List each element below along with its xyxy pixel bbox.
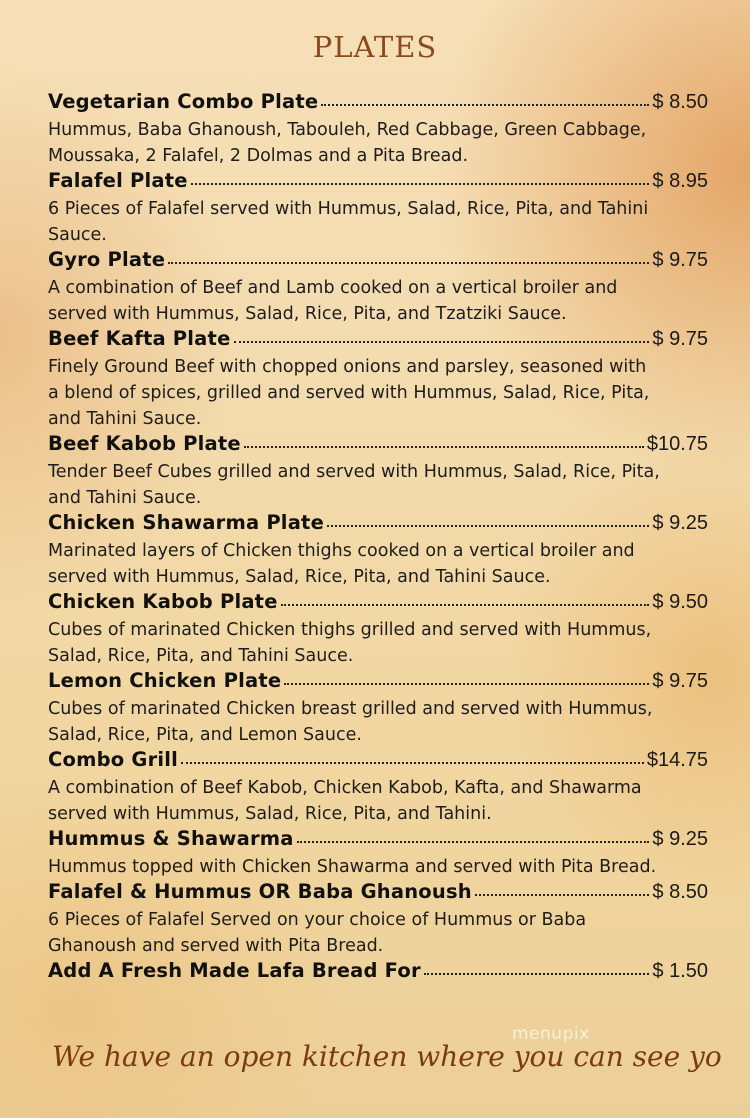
- dot-leader: [284, 667, 649, 685]
- item-name: Falafel Plate: [48, 169, 188, 192]
- item-price: $10.75: [646, 433, 708, 455]
- menu-item-header: [48, 959, 708, 986]
- menu-item: [48, 669, 708, 748]
- page-title: PLATES: [312, 30, 438, 64]
- item-description: A combination of Beef and Lamb cooked on a vertical broiler and served with Hummus, Salad, Rice, Pita, and Tzatziki Sauce.: [48, 278, 618, 324]
- menu-item-header: [48, 90, 708, 117]
- menu-item: [48, 827, 708, 880]
- menu-item: [48, 511, 708, 590]
- watermark-text: menupix: [512, 1024, 590, 1044]
- item-price: $ 8.50: [652, 91, 708, 113]
- item-name: Lemon Chicken Plate: [48, 669, 282, 692]
- menu-item-header: [48, 669, 708, 696]
- item-name: Chicken Kabob Plate: [48, 590, 278, 613]
- menu-item-header: [48, 748, 708, 775]
- dot-leader: [181, 746, 644, 764]
- item-name: Add A Fresh Made Lafa Bread For: [48, 959, 421, 982]
- menu-item: [48, 748, 708, 827]
- dot-leader: [321, 88, 649, 106]
- dot-leader: [191, 167, 650, 185]
- menu-item: [48, 327, 708, 432]
- menu-item-header: [48, 248, 708, 275]
- item-description: Hummus, Baba Ghanoush, Tabouleh, Red Cabbage, Green Cabbage, Moussaka, 2 Falafel, 2 Dolmas and a Pita Bread.: [48, 120, 647, 166]
- menu-item-header: [48, 590, 708, 617]
- footer-tagline: We have an open kitchen where you can see yo: [52, 1040, 722, 1073]
- dot-leader: [234, 325, 650, 343]
- dot-leader: [327, 509, 649, 527]
- dot-leader: [168, 246, 649, 264]
- item-description: Cubes of marinated Chicken breast grilled and served with Hummus, Salad, Rice, Pita, and Lemon Sauce.: [48, 699, 653, 745]
- item-price: $14.75: [646, 749, 708, 771]
- item-description: A combination of Beef Kabob, Chicken Kabob, Kafta, and Shawarma served with Hummus, Salad, Rice, Pita, and Tahini.: [48, 778, 642, 824]
- menu-item-header: [48, 169, 708, 196]
- menu-list: [48, 90, 708, 986]
- menu-item: [48, 880, 708, 959]
- item-price: $ 8.95: [652, 170, 708, 192]
- item-name: Gyro Plate: [48, 248, 166, 271]
- menu-item: [48, 90, 708, 169]
- item-name: Combo Grill: [48, 748, 179, 771]
- item-price: $ 1.50: [652, 960, 708, 982]
- item-price: $ 8.50: [652, 881, 708, 903]
- menu-item: [48, 959, 708, 986]
- item-name: Beef Kafta Plate: [48, 327, 231, 350]
- item-name: Beef Kabob Plate: [48, 432, 241, 455]
- dot-leader: [281, 588, 650, 606]
- item-description: Cubes of marinated Chicken thighs grilled and served with Hummus, Salad, Rice, Pita, and Tahini Sauce.: [48, 620, 652, 666]
- item-name: Vegetarian Combo Plate: [48, 90, 319, 113]
- dot-leader: [244, 430, 644, 448]
- dot-leader: [297, 825, 650, 843]
- item-description: 6 Pieces of Falafel Served on your choice of Hummus or Baba Ghanoush and served with Pita Bread.: [48, 910, 587, 956]
- item-name: Hummus & Shawarma: [48, 827, 294, 850]
- item-name: Chicken Shawarma Plate: [48, 511, 325, 534]
- menu-item-header: [48, 327, 708, 354]
- menu-item: [48, 432, 708, 511]
- item-description: 6 Pieces of Falafel served with Hummus, Salad, Rice, Pita, and Tahini Sauce.: [48, 199, 649, 245]
- item-name: Falafel & Hummus OR Baba Ghanoush: [48, 880, 472, 903]
- menu-item: [48, 248, 708, 327]
- menu-item: [48, 169, 708, 248]
- item-price: $ 9.25: [652, 828, 708, 850]
- menu-item-header: [48, 827, 708, 854]
- item-price: $ 9.50: [652, 591, 708, 613]
- item-description: Finely Ground Beef with chopped onions and parsley, seasoned with a blend of spices, grilled and served with Hummus, Salad, Rice, Pita, and Tahini Sauce.: [48, 357, 650, 429]
- item-price: $ 9.25: [652, 512, 708, 534]
- dot-leader: [424, 957, 650, 975]
- item-description: Hummus topped with Chicken Shawarma and served with Pita Bread.: [48, 857, 657, 877]
- menu-item-header: [48, 880, 708, 907]
- menu-item-header: [48, 432, 708, 459]
- menu-item: [48, 590, 708, 669]
- item-price: $ 9.75: [652, 328, 708, 350]
- dot-leader: [475, 878, 650, 896]
- item-description: Marinated layers of Chicken thighs cooked on a vertical broiler and served with Hummus, Salad, Rice, Pita, and Tahini Sauce.: [48, 541, 635, 587]
- menu-item-header: [48, 511, 708, 538]
- item-price: $ 9.75: [652, 670, 708, 692]
- item-price: $ 9.75: [652, 249, 708, 271]
- item-description: Tender Beef Cubes grilled and served with Hummus, Salad, Rice, Pita, and Tahini Sauce.: [48, 462, 660, 508]
